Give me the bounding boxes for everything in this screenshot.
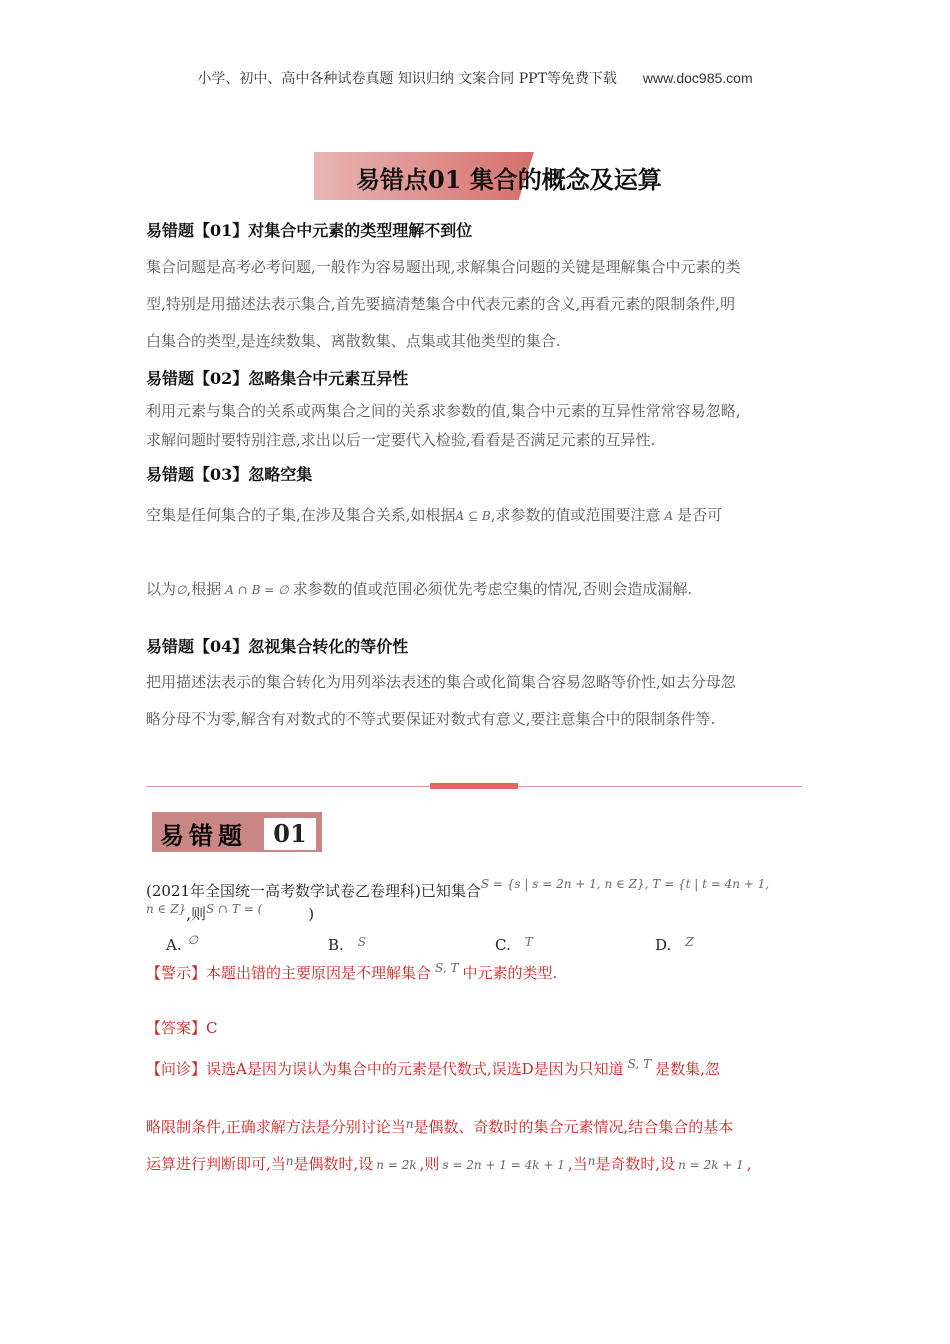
math-expr: S ∩ T = ( (206, 902, 263, 916)
section-02-line: 利用元素与集合的关系或两集合之间的关系求参数的值,集合中元素的互异性常常容易忽略, (146, 402, 741, 420)
option-d[interactable]: D. $^Z$ (655, 935, 694, 954)
math-expr: A (664, 509, 674, 523)
header-text: 小学、初中、高中各种试卷真题 知识归纳 文案合同 PPT等免费下载 (197, 71, 617, 87)
option-b[interactable]: B. $^S$ (328, 935, 367, 954)
diagnosis-line1: 【问诊】误选A是因为误认为集合中的元素是代数式,误选D是因为只知道 $^{S, T}$ 是数集,忽 (146, 1057, 720, 1078)
math-expr: ∅ (176, 583, 187, 597)
section-01-line: 型,特别是用描述法表示集合,首先要搞清楚集合中代表元素的含义,再看元素的限制条件,明 (146, 295, 736, 313)
page-header (0, 68, 950, 88)
math-expr: n ∈ Z} (146, 902, 187, 916)
section-02-line: 求解问题时要特别注意,求出以后一定要代入检验,看看是否满足元素的互异性. (146, 431, 656, 449)
section-heading-01: 易错题【01】对集合中元素的类型理解不到位 (146, 221, 473, 240)
section-01-line: 集合问题是高考必考问题,一般作为容易题出现,求解集合问题的关键是理解集合中元素的类 (146, 258, 741, 276)
option-c[interactable]: C. $^T$ (495, 935, 533, 954)
header-url[interactable]: www.doc985.com (642, 70, 753, 86)
section-04-line: 略分母不为零,解含有对数式的不等式要保证对数式有意义,要注意集合中的限制条件等. (146, 710, 716, 728)
answer: 【答案】C (146, 1019, 218, 1037)
math-expr: n ∈ Z} (604, 877, 645, 891)
math-expr: S = {s | s = 2n + 1 (480, 877, 597, 891)
page-title: 易错点01 集合的概念及运算 (356, 165, 662, 194)
section-03-line1: 空集是任何集合的子集,在涉及集合关系,如根据A ⊆ B,求参数的值或范围要注意 A 是否可 (146, 506, 723, 524)
badge-label: 易错题 (160, 821, 247, 850)
option-a[interactable]: A. ∅ (166, 933, 199, 954)
diagnosis-line3: 运算进行判断即可,当$^n$是偶数时,设 n = 2k ,则 s = 2n + 1 = 4k + 1 ,当$^n$是奇数时,设 n = 2k + 1 , (146, 1154, 752, 1173)
warning-note: 【警示】本题出错的主要原因是不理解集合 $^{S, T}$ 中元素的类型. (146, 961, 558, 982)
math-expr: A ∩ B = ∅ (225, 583, 289, 597)
math-expr: T = {t | t = 4n + 1 (652, 877, 766, 891)
diagnosis-line2: 略限制条件,正确求解方法是分别讨论当$^n$是偶数、奇数时的集合元素情况,结合集合的基本 (146, 1117, 734, 1136)
divider-accent (430, 783, 518, 789)
badge-number: 01 (264, 818, 316, 850)
section-heading-03: 易错题【03】忽略空集 (146, 465, 313, 484)
section-04-line: 把用描述法表示的集合转化为用列举法表述的集合或化简集合容易忽略等价性,如去分母忽 (146, 673, 736, 691)
question-line2: $^{n \in Z\}}$,则$^{S \cap T = (}$ ) (146, 902, 315, 923)
section-01-line: 白集合的类型,是连续数集、离散数集、点集或其他类型的集合. (146, 332, 561, 350)
section-heading-04: 易错题【04】忽视集合转化的等价性 (146, 637, 409, 656)
math-expr: A ⊆ B (455, 509, 491, 523)
section-03-line2: 以为∅,根据 A ∩ B = ∅ 求参数的值或范围必须优先考虑空集的情况,否则会造成漏解. (146, 580, 693, 598)
question-line1: (2021年全国统一高考数学试卷乙卷理科)已知集合$^{S = \{s | s = 2n + 1,}$ $^{n \in Z\},}$ $^{T = \{t | t = 4n + 1,}$ (146, 877, 770, 900)
section-heading-02: 易错题【02】忽略集合中元素互异性 (146, 369, 409, 388)
